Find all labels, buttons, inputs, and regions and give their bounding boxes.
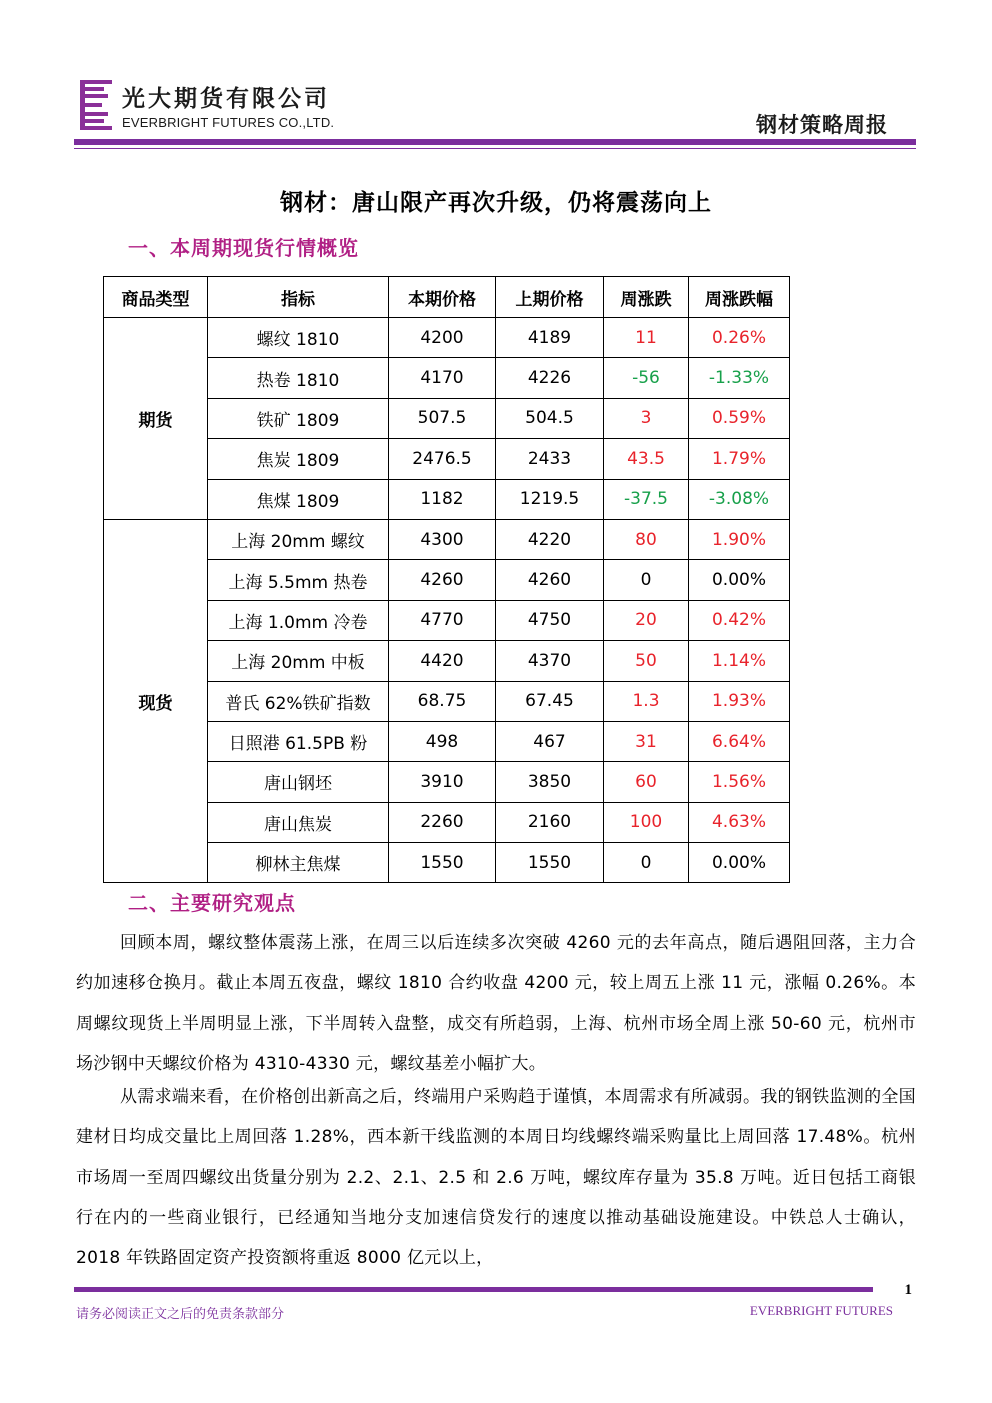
footer-brand: EVERBRIGHT FUTURES <box>749 1303 893 1318</box>
current-price-cell: 3910 <box>389 762 496 802</box>
column-header: 上期价格 <box>496 277 604 318</box>
indicator-cell: 日照港 61.5PB 粉 <box>208 721 389 761</box>
indicator-cell: 焦煤 1809 <box>208 479 389 519</box>
company-name-en: EVERBRIGHT FUTURES CO.,LTD. <box>122 115 335 130</box>
previous-price-cell: 1550 <box>496 843 604 883</box>
indicator-cell: 柳林主焦煤 <box>208 843 389 883</box>
column-header: 商品类型 <box>104 277 208 318</box>
weekly-change-cell: 50 <box>604 641 689 681</box>
current-price-cell: 498 <box>389 721 496 761</box>
weekly-change-pct-cell: 0.59% <box>689 398 790 438</box>
indicator-cell: 上海 20mm 中板 <box>208 641 389 681</box>
current-price-cell: 4420 <box>389 641 496 681</box>
price-table <box>103 276 790 883</box>
category-cell: 现货 <box>104 519 208 883</box>
indicator-cell: 焦炭 1809 <box>208 439 389 479</box>
previous-price-cell: 2160 <box>496 802 604 842</box>
current-price-cell: 507.5 <box>389 398 496 438</box>
previous-price-cell: 467 <box>496 721 604 761</box>
previous-price-cell: 4370 <box>496 641 604 681</box>
indicator-cell: 上海 20mm 螺纹 <box>208 519 389 559</box>
weekly-change-pct-cell: 0.42% <box>689 600 790 640</box>
paragraph: 回顾本周，螺纹整体震荡上涨，在周三以后连续多次突破 4260 元的去年高点，随后遇阻回落，主力合约加速移仓换月。截止本周五夜盘，螺纹 1810 合约收盘 4200 元，较上周五上涨 11 元，涨幅 0.26%。本周螺纹现货上半周明显上涨，下半周转入盘整，成交有所趋弱，上海、杭州市场全周上涨 50-60 元，杭州市场沙钢中天螺纹价格为 4310-4330 元，螺纹基差小幅扩大。 <box>76 933 917 1074</box>
current-price-cell: 4200 <box>389 318 496 358</box>
previous-price-cell: 4226 <box>496 358 604 398</box>
weekly-change-cell: -37.5 <box>604 479 689 519</box>
section-heading-overview: 一、本周期现货行情概览 <box>128 236 359 260</box>
weekly-change-pct-cell: 0.00% <box>689 560 790 600</box>
weekly-change-cell: 60 <box>604 762 689 802</box>
weekly-change-cell: -56 <box>604 358 689 398</box>
previous-price-cell: 4220 <box>496 519 604 559</box>
header-divider <box>74 139 916 145</box>
current-price-cell: 4170 <box>389 358 496 398</box>
weekly-change-pct-cell: 1.93% <box>689 681 790 721</box>
weekly-change-pct-cell: 1.79% <box>689 439 790 479</box>
indicator-cell: 普氏 62%铁矿指数 <box>208 681 389 721</box>
current-price-cell: 4770 <box>389 600 496 640</box>
paragraph: 从需求端来看，在价格创出新高之后，终端用户采购趋于谨慎，本周需求有所减弱。我的钢铁监测的全国建材日均成交量比上周回落 1.28%，西本新干线监测的本周日均线螺终端采购量比上周回落 17.48%。杭州市场周一至周四螺纹出货量分别为 2.2、2.1、2.5 和 2.6 万吨，螺纹库存量为 35.8 万吨。近日包括工商银行在内的一些商业银行，已经通知当地分支加速信贷发行的速度以推动基础设施建设。中铁总人士确认，2018 年铁路固定资产投资额将重返 8000 亿元以上， <box>76 1087 916 1269</box>
column-header: 指标 <box>208 277 389 318</box>
indicator-cell: 上海 5.5mm 热卷 <box>208 560 389 600</box>
weekly-change-cell: 1.3 <box>604 681 689 721</box>
column-header: 周涨跌 <box>604 277 689 318</box>
current-price-cell: 68.75 <box>389 681 496 721</box>
weekly-change-cell: 80 <box>604 519 689 559</box>
weekly-change-pct-cell: 0.00% <box>689 843 790 883</box>
weekly-change-cell: 0 <box>604 843 689 883</box>
header-divider-thin <box>74 148 916 149</box>
table-header-row <box>104 277 790 318</box>
indicator-cell: 螺纹 1810 <box>208 318 389 358</box>
indicator-cell: 铁矿 1809 <box>208 398 389 438</box>
current-price-cell: 2476.5 <box>389 439 496 479</box>
current-price-cell: 4300 <box>389 519 496 559</box>
previous-price-cell: 2433 <box>496 439 604 479</box>
indicator-cell: 唐山焦炭 <box>208 802 389 842</box>
previous-price-cell: 4260 <box>496 560 604 600</box>
document-title: 钢材：唐山限产再次升级，仍将震荡向上 <box>280 189 712 216</box>
weekly-change-pct-cell: 0.26% <box>689 318 790 358</box>
indicator-cell: 唐山钢坯 <box>208 762 389 802</box>
report-type: 钢材策略周报 <box>756 112 888 137</box>
weekly-change-cell: 31 <box>604 721 689 761</box>
disclaimer-note: 请务必阅读正文之后的免责条款部分 <box>76 1307 285 1322</box>
weekly-change-cell: 3 <box>604 398 689 438</box>
weekly-change-pct-cell: 1.90% <box>689 519 790 559</box>
weekly-change-pct-cell: 6.64% <box>689 721 790 761</box>
current-price-cell: 1550 <box>389 843 496 883</box>
weekly-change-pct-cell: 1.56% <box>689 762 790 802</box>
weekly-change-pct-cell: 4.63% <box>689 802 790 842</box>
weekly-change-cell: 100 <box>604 802 689 842</box>
table-row <box>104 519 790 559</box>
current-price-cell: 1182 <box>389 479 496 519</box>
current-price-cell: 2260 <box>389 802 496 842</box>
weekly-change-cell: 0 <box>604 560 689 600</box>
previous-price-cell: 67.45 <box>496 681 604 721</box>
previous-price-cell: 504.5 <box>496 398 604 438</box>
weekly-change-pct-cell: -3.08% <box>689 479 790 519</box>
previous-price-cell: 1219.5 <box>496 479 604 519</box>
category-cell: 期货 <box>104 318 208 520</box>
previous-price-cell: 3850 <box>496 762 604 802</box>
table-row <box>104 318 790 358</box>
weekly-change-cell: 11 <box>604 318 689 358</box>
previous-price-cell: 4750 <box>496 600 604 640</box>
previous-price-cell: 4189 <box>496 318 604 358</box>
company-logo <box>80 80 114 130</box>
footer-divider <box>74 1287 873 1292</box>
company-name-cn: 光大期货有限公司 <box>122 85 330 112</box>
weekly-change-pct-cell: 1.14% <box>689 641 790 681</box>
current-price-cell: 4260 <box>389 560 496 600</box>
indicator-cell: 上海 1.0mm 冷卷 <box>208 600 389 640</box>
table-body <box>104 318 790 883</box>
indicator-cell: 热卷 1810 <box>208 358 389 398</box>
page-number: 1 <box>904 1282 912 1298</box>
section-heading-views: 二、主要研究观点 <box>128 891 296 915</box>
column-header: 周涨跌幅 <box>689 277 790 318</box>
weekly-change-pct-cell: -1.33% <box>689 358 790 398</box>
weekly-change-cell: 20 <box>604 600 689 640</box>
column-header: 本期价格 <box>389 277 496 318</box>
weekly-change-cell: 43.5 <box>604 439 689 479</box>
